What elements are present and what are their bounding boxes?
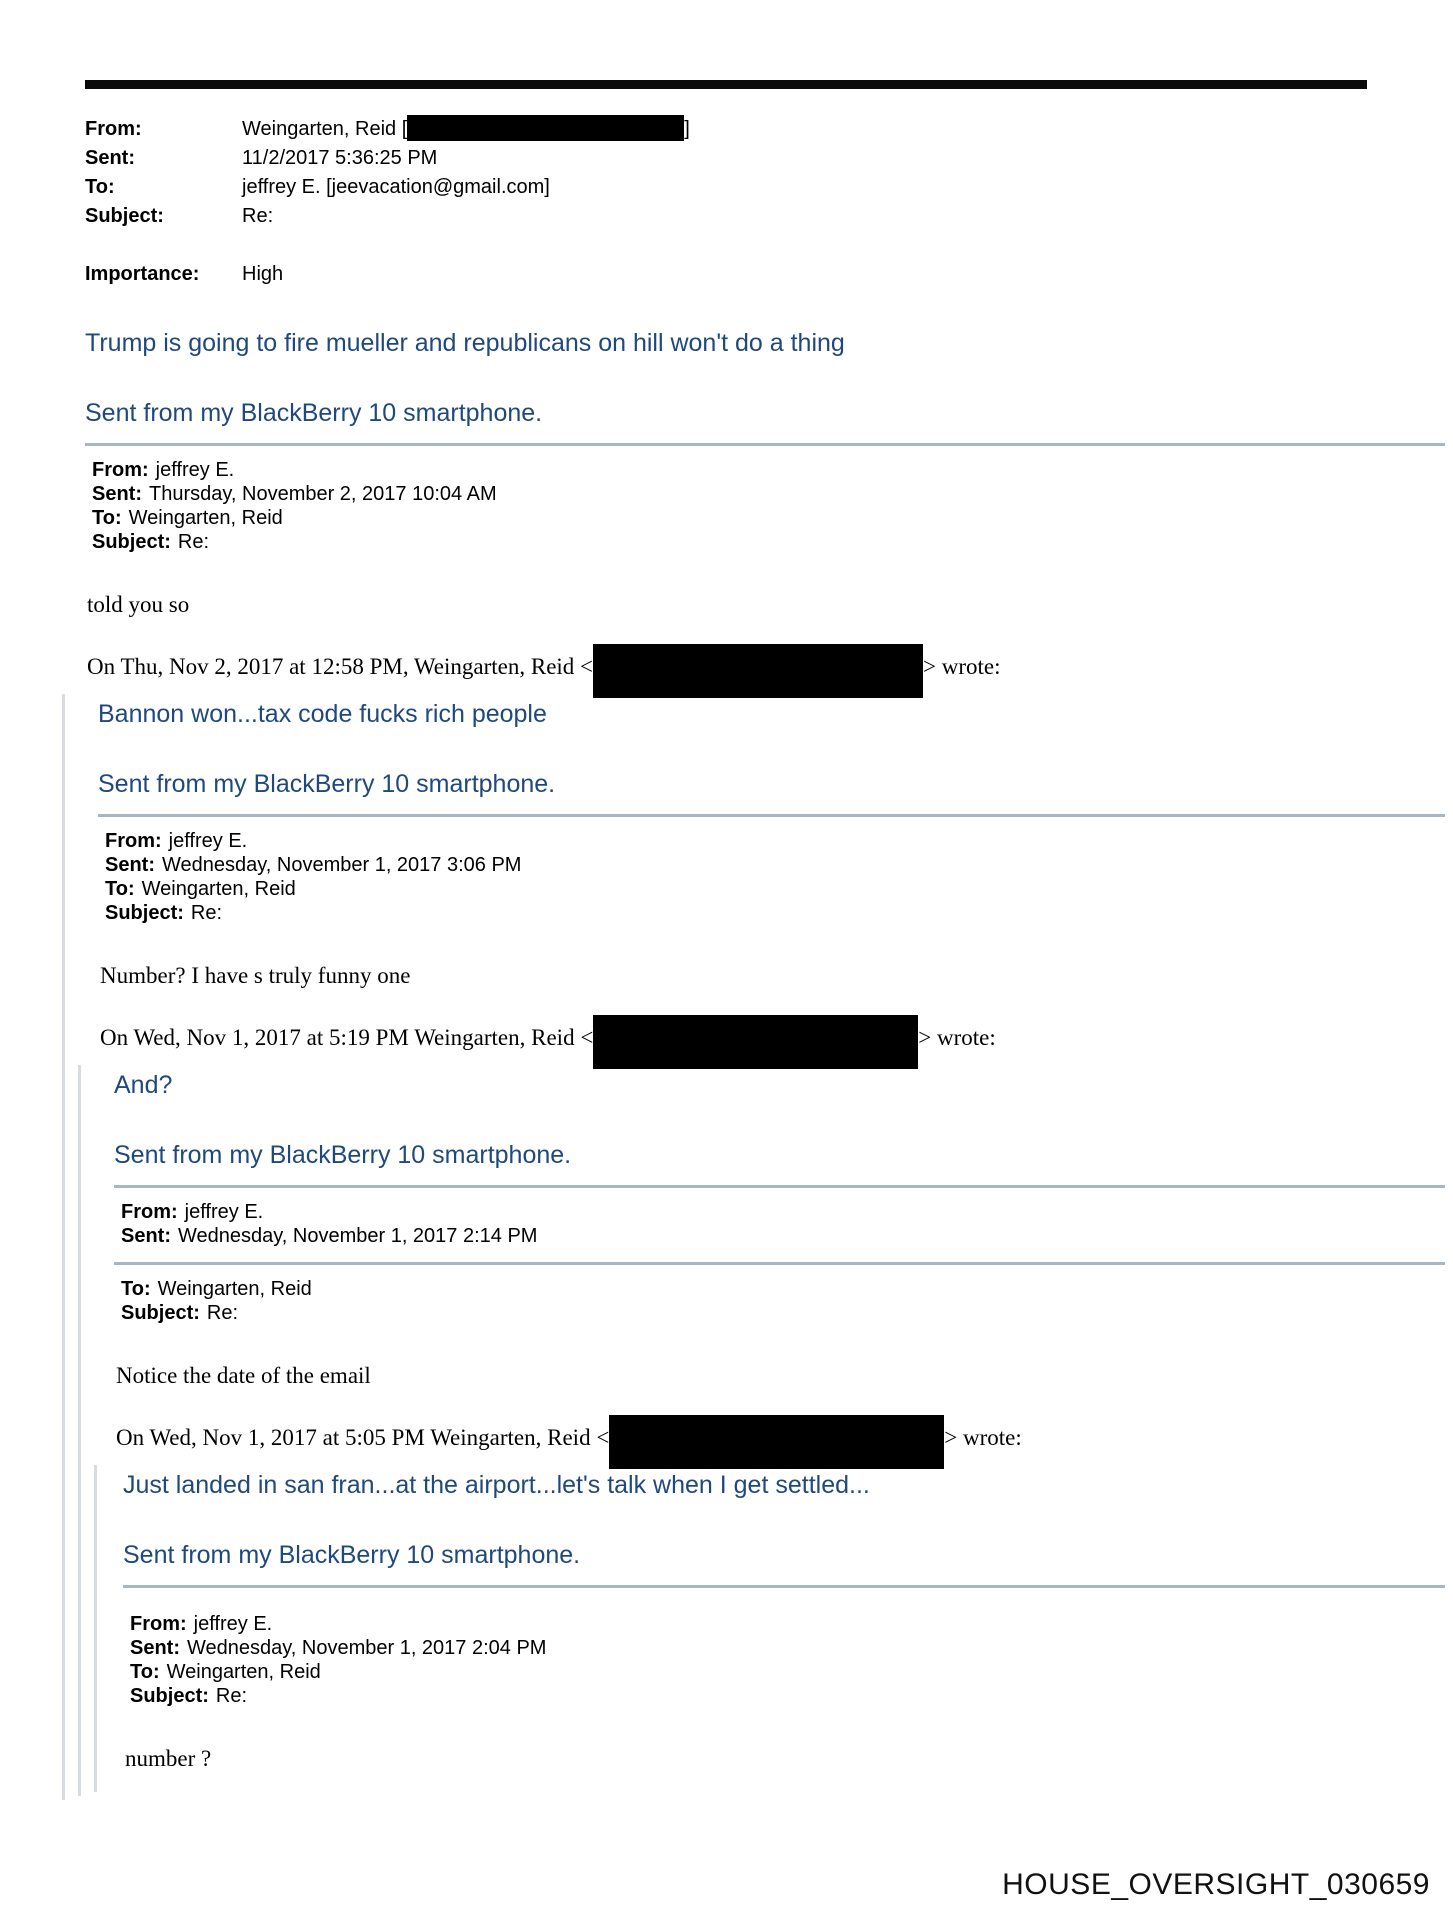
quoted-header-subject [92,530,1445,554]
redaction-box [407,115,684,141]
message-body: Bannon won...tax code fucks rich people [98,700,547,728]
quoted-message-level-1 [62,694,1445,1800]
quoted-header [105,829,1445,925]
to-label: To: [130,1661,160,1683]
quoted-header-to [92,506,1445,530]
message-body: Trump is going to fire mueller and republicans on hill won't do a thing [85,329,845,357]
quoted-header [92,458,1445,554]
quoted-header-part2 [121,1277,1445,1325]
from-value-prefix: Weingarten, Reid [ [242,118,408,140]
quoted-header-subject [130,1684,1445,1708]
to-value: Weingarten, Reid [157,1278,312,1300]
sent-value: Wednesday, November 1, 2017 2:14 PM [178,1225,538,1247]
sent-label: Sent: [92,483,142,505]
sent-value: Wednesday, November 1, 2017 2:04 PM [187,1637,547,1659]
redaction-fill [609,1415,944,1469]
attribution-suffix: > wrote: [918,1025,996,1050]
redaction-box [593,656,923,674]
from-value: jeffrey E. [155,459,235,481]
quoted-header-from [130,1612,1445,1636]
quoted-message-level-3 [94,1465,1445,1792]
quoted-message-level-2 [78,1065,1445,1796]
attribution-prefix: On Wed, Nov 1, 2017 at 5:19 PM Weingarten, Reid < [100,1025,594,1050]
sent-label: Sent: [105,854,155,876]
from-label: From: [121,1201,178,1223]
quoted-header-sent [92,482,1445,506]
attribution-suffix: > wrote: [944,1425,1022,1450]
header-spacer [85,231,1445,260]
from-value-suffix: ] [684,118,690,140]
attribution-line [100,1023,1445,1053]
attribution-prefix: On Thu, Nov 2, 2017 at 12:58 PM, Weingarten, Reid < [87,654,594,679]
to-label: To: [85,176,115,198]
from-label: From: [92,459,149,481]
importance-value: High [242,263,284,285]
to-value: jeffrey E. [jeevacation@gmail.com] [242,176,550,198]
quoted-header-from [121,1200,1445,1224]
subject-value: Re: [177,531,210,553]
header-row-importance [85,260,1445,289]
to-value: Weingarten, Reid [166,1661,321,1683]
to-label: To: [105,878,135,900]
quoted-header-sent [130,1636,1445,1660]
to-label: To: [92,507,122,529]
message-body: Just landed in san fran...at the airport...let's talk when I get settled... [123,1471,870,1499]
sent-label: Sent: [121,1225,171,1247]
quoted-header-subject [121,1301,1445,1325]
sent-value: 11/2/2017 5:36:25 PM [242,147,438,169]
header-divider-bar [85,80,1367,89]
redaction-box [593,1027,918,1045]
to-value: Weingarten, Reid [128,507,283,529]
quoted-header-to [121,1277,1445,1301]
sent-label: Sent: [85,147,135,169]
message-separator-rule [98,814,1445,817]
to-value: Weingarten, Reid [141,878,296,900]
header-row-to [85,173,1445,202]
subject-value: Re: [215,1685,248,1707]
header-row-subject [85,202,1445,231]
quoted-header-from [105,829,1445,853]
quoted-header-subject [105,901,1445,925]
sent-label: Sent: [130,1637,180,1659]
message-body: And? [114,1071,173,1099]
quoted-header-sent [105,853,1445,877]
header-row-from [85,115,1445,144]
subject-value: Re: [242,205,274,227]
from-label: From: [85,118,142,140]
blackberry-signature: Sent from my BlackBerry 10 smartphone. [98,770,556,798]
subject-label: Subject: [121,1302,200,1324]
quoted-header-from [92,458,1445,482]
importance-label: Importance: [85,263,200,285]
from-label: From: [130,1613,187,1635]
quoted-header-part1 [121,1200,1445,1248]
subject-label: Subject: [130,1685,209,1707]
to-label: To: [121,1278,151,1300]
message-separator-rule [123,1585,1445,1588]
subject-label: Subject: [92,531,171,553]
quoted-header-to [105,877,1445,901]
sent-value: Wednesday, November 1, 2017 3:06 PM [162,854,522,876]
redaction-fill [593,1015,918,1069]
blackberry-signature: Sent from my BlackBerry 10 smartphone. [114,1141,572,1169]
subject-value: Re: [206,1302,239,1324]
from-value: jeffrey E. [193,1613,273,1635]
message-separator-rule [85,443,1445,446]
subject-value: Re: [190,902,223,924]
email-printout [85,68,1445,1800]
attribution-line [116,1423,1445,1453]
bates-stamp: HOUSE_OVERSIGHT_030659 [1002,1868,1430,1901]
reply-text: Notice the date of the email [116,1363,371,1388]
from-value: jeffrey E. [168,830,248,852]
from-label: From: [105,830,162,852]
redaction-fill [593,644,923,698]
attribution-suffix: > wrote: [923,654,1001,679]
from-value [242,115,1445,144]
header-split-rule [114,1262,1445,1265]
header-row-sent [85,144,1445,173]
blackberry-signature: Sent from my BlackBerry 10 smartphone. [85,399,543,427]
redaction-box [609,1427,944,1445]
subject-label: Subject: [105,902,184,924]
blackberry-signature: Sent from my BlackBerry 10 smartphone. [123,1541,581,1569]
quoted-header-sent [121,1224,1445,1248]
attribution-line [87,652,1445,682]
attribution-prefix: On Wed, Nov 1, 2017 at 5:05 PM Weingarten, Reid < [116,1425,610,1450]
reply-text: number ? [125,1746,212,1771]
quoted-header [130,1612,1445,1708]
reply-text: Number? I have s truly funny one [100,963,411,988]
message-separator-rule [114,1185,1445,1188]
subject-label: Subject: [85,205,164,227]
reply-text: told you so [87,592,190,617]
from-value: jeffrey E. [184,1201,264,1223]
sent-value: Thursday, November 2, 2017 10:04 AM [149,483,497,505]
quoted-header-to [130,1660,1445,1684]
